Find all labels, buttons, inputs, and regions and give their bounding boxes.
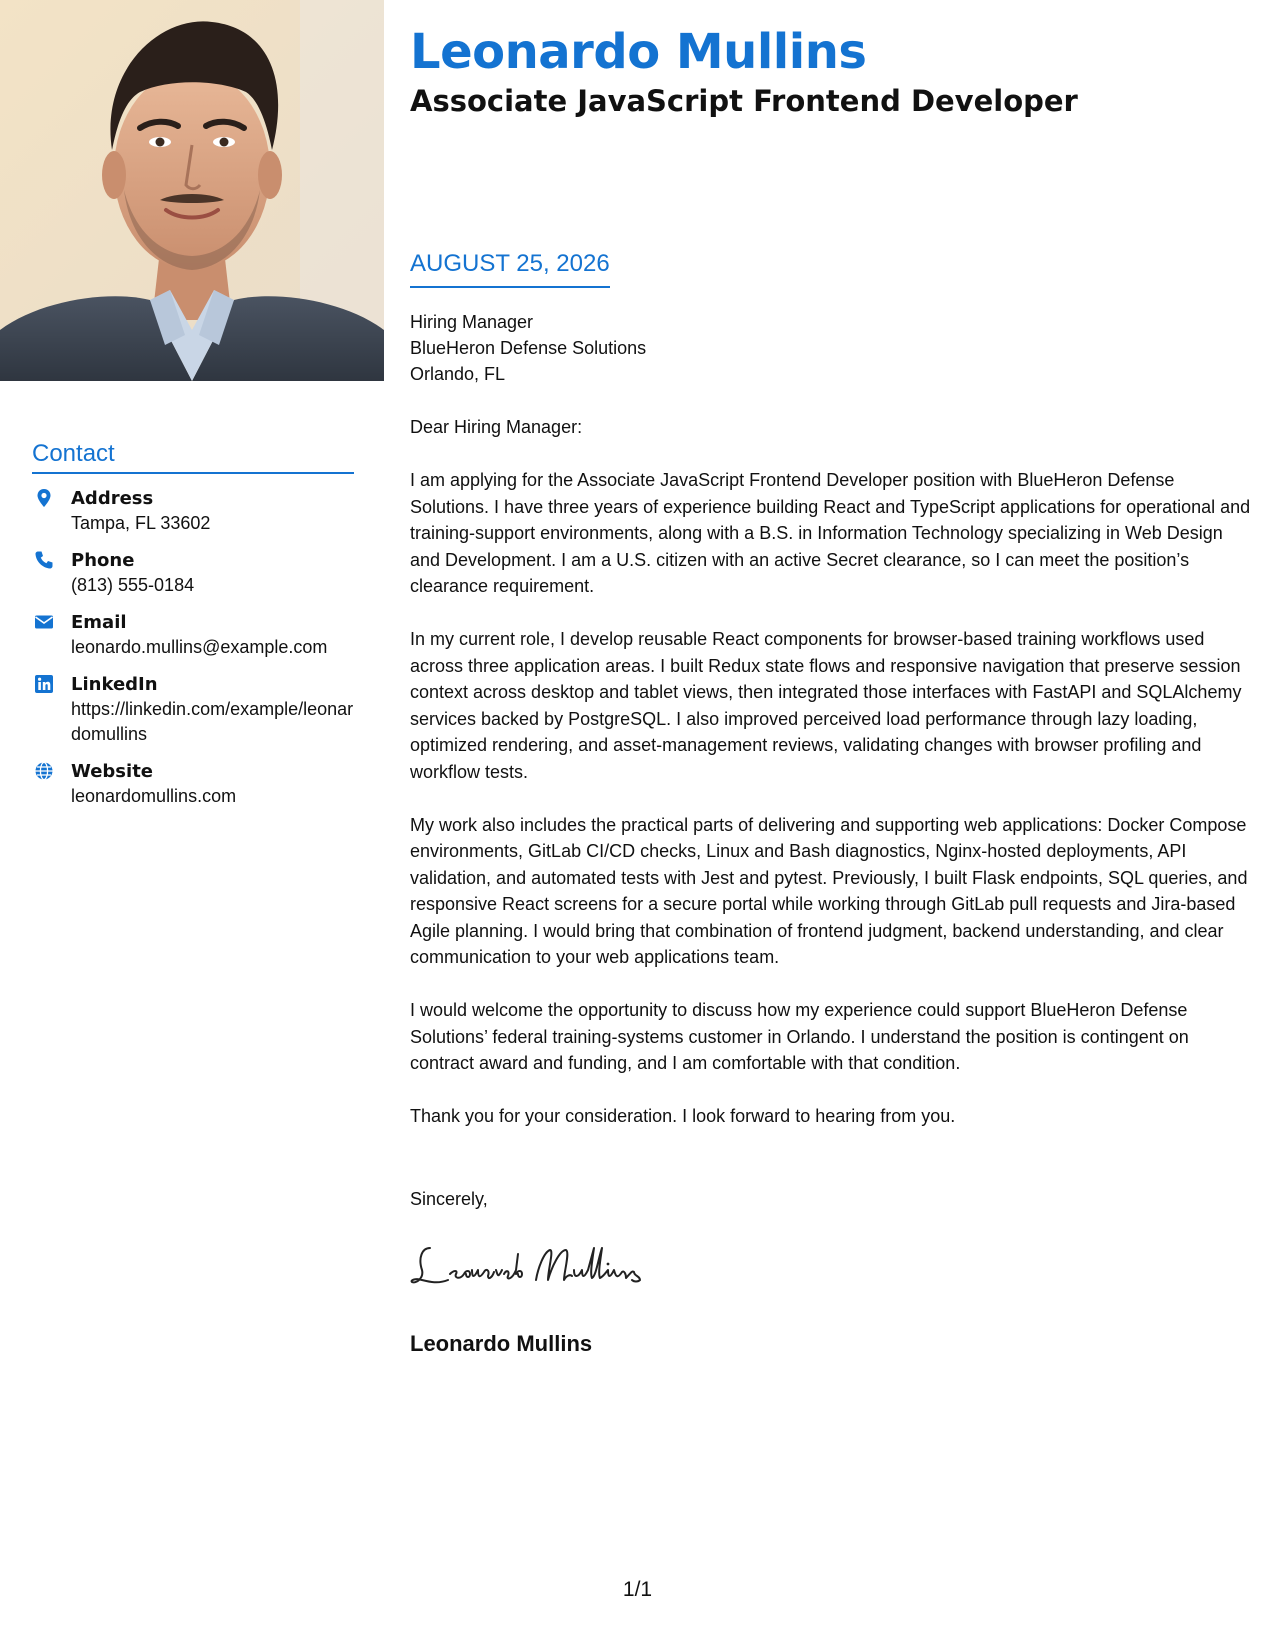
handwritten-signature [408,1240,678,1290]
contact-heading: Contact [32,438,354,474]
recipient-line: Orlando, FL [410,364,506,384]
contact-label: Address [71,488,154,509]
map-pin-icon [34,488,54,508]
contact-item-phone [32,548,354,598]
salutation: Dear Hiring Manager: [410,417,583,437]
contact-item-email [32,610,354,660]
signer-name: Leonardo Mullins [410,1331,593,1356]
envelope-icon [34,612,54,632]
recipient-line: BlueHeron Defense Solutions [410,338,647,358]
letter-paragraph: I would welcome the opportunity to discuss how my experience could support BlueHeron Defense Solutions’ federal training-systems customer in Orlando. I understand the position is contingent on contract award and funding, and I am comfortable with that condition. [410,1000,1189,1073]
contact-label: Email [71,612,127,633]
portrait-photo-image [0,0,384,381]
contact-label: LinkedIn [71,674,158,695]
closing: Sincerely, [410,1189,488,1209]
phone-icon [34,550,54,570]
job-title: Associate JavaScript Frontend Developer [410,84,1078,118]
page-number: 1/1 [622,1578,653,1601]
letter-paragraph: Thank you for your consideration. I look forward to hearing from you. [410,1106,956,1126]
contact-value: leonardomullins.com [71,786,237,806]
contact-value: (813) 555-0184 [71,575,195,595]
contact-value: https://linkedin.com/example/leonardomullins [71,699,354,744]
recipient-line: Hiring Manager [410,312,534,332]
contact-section [32,438,354,821]
recipient-block [410,309,646,387]
letter-paragraph: My work also includes the practical parts of delivering and supporting web applications: Docker Compose environments, GitLab CI/CD checks, Linux and Bash diagnostics, Nginx-hosted deployments, API validation, and automated tests with Jest and pytest. Previously, I built Flask endpoints, SQL queries, and responsive React screens for a secure portal while working through GitLab pull requests and Jira-based Agile planning. I would bring that combination of frontend judgment, backend understanding, and clear communication to your web applications team. [410,814,1248,967]
contact-value: Tampa, FL 33602 [71,513,211,533]
letter-date: AUGUST 25, 2026 [410,248,610,288]
contact-item-address [32,486,354,536]
globe-icon [34,761,54,781]
letter-paragraph: In my current role, I develop reusable React components for browser-based training workflows used across three application areas. I built Redux state flows and responsive navigation that preserve session context across desktop and tablet views, then integrated those interfaces with FastAPI and SQLAlchemy services backed by PostgreSQL. I also improved perceived load performance through lazy loading, optimized rendering, and asset-management reviews, validating changes with browser profiling and workflow tests. [410,629,1242,782]
contact-value: leonardo.mullins@example.com [71,637,328,657]
contact-item-linkedin [32,672,354,747]
applicant-name: Leonardo Mullins [410,24,867,80]
letter-body [410,414,1256,1156]
contact-label: Phone [71,550,135,571]
profile-photo [0,0,384,381]
contact-label: Website [71,761,154,782]
linkedin-icon [34,674,54,694]
contact-item-website [32,759,354,809]
letter-paragraph: I am applying for the Associate JavaScript Frontend Developer position with BlueHeron Defense Solutions. I have three years of experience building React and TypeScript applications for operational and training-support environments, along with a B.S. in Information Technology specializing in Web Design and Development. I am a U.S. citizen with an active Secret clearance, so I can meet the position’s clearance requirement. [410,470,1251,596]
